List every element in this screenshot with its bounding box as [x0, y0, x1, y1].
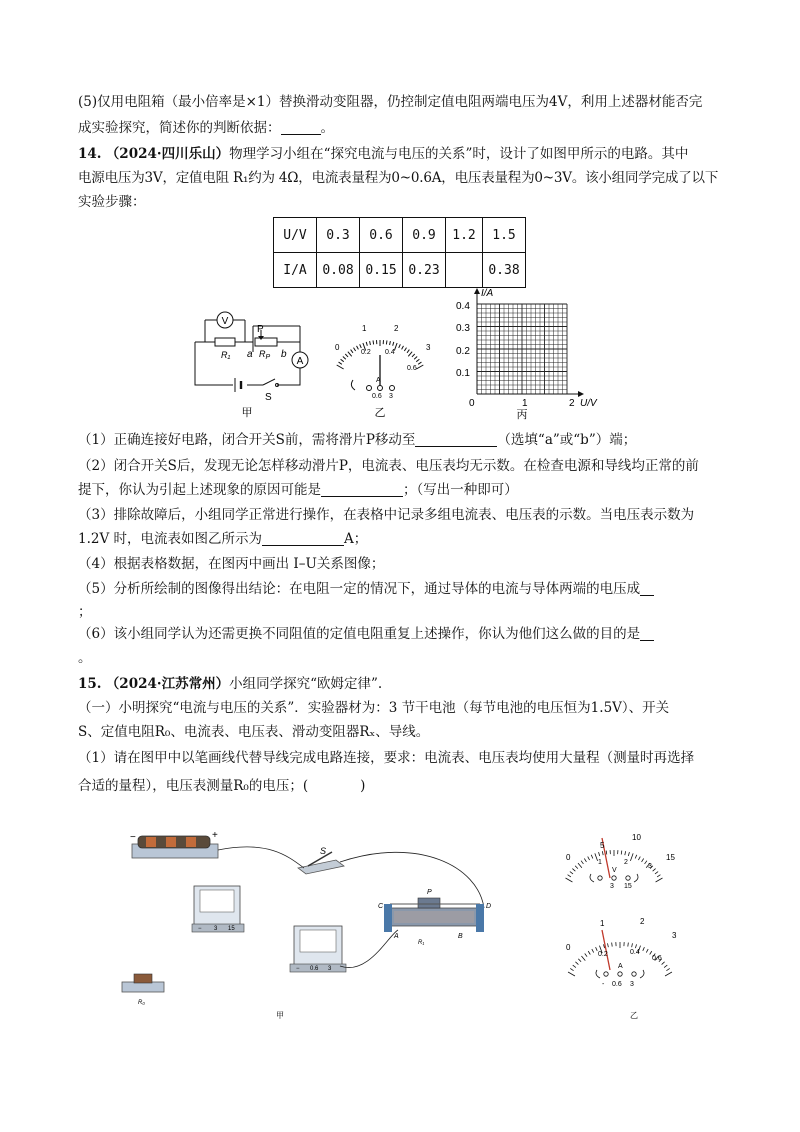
tick-label: 1	[362, 324, 367, 333]
q14-step6-line1	[78, 624, 654, 644]
tick-mark	[341, 359, 344, 361]
terminal-label: 3	[328, 966, 332, 972]
q14-step2-line1: （2）闭合开关S后，发现无论怎样移动滑片P，电流表、电压表均无示数。在检查电源和导线均正常的前	[78, 458, 699, 474]
tick-mark	[584, 859, 586, 862]
tick-mark	[343, 357, 346, 360]
tick-label: 15	[666, 853, 675, 862]
table-cell[interactable]	[446, 253, 483, 288]
tick-mark	[581, 956, 585, 961]
q14-step6-line2: 。	[78, 650, 92, 666]
tick-label: 0.2	[598, 951, 608, 958]
tick-label: 0	[469, 398, 475, 409]
tick-mark	[399, 344, 401, 348]
question-text: 物理学习小组在“探究电流与电压的关系”时，设计了如图甲所示的电路。其中	[229, 146, 689, 162]
question-number: 15.	[78, 676, 102, 692]
text: P	[265, 354, 271, 361]
tick-mark	[402, 346, 404, 350]
terminal-label: 3	[214, 926, 218, 932]
tick-mark	[602, 851, 603, 855]
terminal-d-label: D	[486, 903, 492, 910]
figure-caption: 乙	[374, 407, 386, 419]
tick-mark	[373, 340, 374, 344]
tick-label: 0.4	[456, 301, 470, 312]
tick-mark	[390, 341, 391, 345]
tick-mark	[578, 863, 582, 868]
tick-label: 1	[598, 859, 602, 866]
text: A；	[344, 531, 368, 547]
terminal-label: 0.6	[372, 393, 382, 400]
tick-mark	[568, 875, 571, 877]
tick-mark	[412, 354, 415, 357]
q14-step5-line2: ；	[78, 604, 92, 620]
answer-blank[interactable]	[415, 432, 497, 447]
terminal-label: A	[376, 377, 381, 384]
text: （5）分析所绘制的图像得出结论：在电阻一定的情况下，通过导体的电流与导体两端的电压成	[78, 581, 641, 597]
tick-label: 10	[632, 833, 641, 842]
table-row	[274, 253, 526, 288]
q15-part1-line2: S、定值电阻R₀、电流表、电压表、滑动变阻器Rₓ、导线。	[78, 724, 430, 740]
q14-step3-line2	[78, 529, 367, 549]
tick-mark	[394, 343, 397, 351]
terminal-label: 3	[630, 981, 634, 988]
resistor-r0	[122, 974, 164, 992]
table-cell: 0.9	[403, 218, 446, 253]
tick-mark	[575, 866, 578, 869]
tick-mark	[657, 875, 660, 877]
answer-blank[interactable]	[640, 626, 654, 641]
end-b-label: b	[281, 349, 287, 360]
figure-caption: 甲	[241, 407, 253, 419]
tick-mark	[568, 972, 575, 976]
text: （选填“a”或“b”）端；	[497, 432, 637, 448]
tick-mark	[416, 365, 423, 369]
q14-line2: 电源电压为3V，定值电阻 R₁约为 4Ω，电流表量程为0~0.6A，电压表量程为0~3V。该小组同学完成了以下	[78, 170, 719, 186]
terminal-a-label: A	[394, 933, 399, 940]
q13-step5-line1: (5)仅用电阻箱（最小倍率是×1）替换滑动变阻器，仍控制定值电阻两端电压为4V，利用上述器材能否完	[78, 94, 703, 110]
tick-label: 1	[600, 919, 605, 928]
q14-line3: 实验步骤：	[78, 194, 146, 210]
tick-mark	[608, 943, 609, 947]
meter-label: A	[618, 963, 623, 970]
tick-mark	[664, 965, 667, 967]
tick-mark	[578, 959, 581, 962]
text: ；（写出一种即可）	[403, 482, 518, 498]
tick-label: 2	[569, 398, 575, 409]
q14-step5-line1	[78, 579, 654, 599]
ammeter-dial	[325, 318, 440, 422]
tick-mark	[588, 857, 590, 861]
terminal-label: 3	[389, 393, 393, 400]
figure-caption: 甲	[276, 1011, 284, 1020]
tick-mark	[370, 341, 371, 345]
table-cell: U/V	[274, 218, 317, 253]
q15-step1-line2	[78, 776, 365, 796]
tick-mark	[662, 962, 665, 965]
tick-label: 5	[600, 841, 605, 850]
terminal-label: −	[198, 926, 202, 932]
tick-mark	[418, 362, 421, 364]
tick-label: 2	[624, 859, 628, 866]
question-source: （2024·四川乐山）	[105, 146, 230, 162]
table-cell: 0.6	[360, 218, 403, 253]
terminal-label: 15	[624, 883, 632, 890]
q14-header	[78, 144, 688, 164]
r1-label: R₁	[221, 350, 231, 360]
tick-mark	[351, 350, 353, 353]
voltmeter-label: V	[221, 316, 229, 327]
tick-mark	[416, 359, 419, 361]
q14-step4: （4）根据表格数据，在图丙中画出 I–U关系图像；	[78, 556, 385, 572]
y-axis-label: I/A	[481, 288, 494, 299]
tick-mark	[612, 943, 613, 947]
tick-mark	[646, 949, 648, 953]
tick-label: 3	[672, 931, 677, 940]
text: R	[259, 349, 266, 359]
tick-mark	[585, 953, 587, 956]
terminal-label: -	[602, 981, 605, 988]
tick-label: 2	[640, 917, 645, 926]
tick-label: 2	[394, 324, 399, 333]
tick-mark	[354, 348, 356, 351]
tick-mark	[628, 943, 629, 947]
terminal-label: 0.6	[612, 981, 622, 988]
figure-caption: 乙	[630, 1011, 638, 1020]
switch-label: S	[320, 846, 327, 856]
table-cell: 0.23	[403, 253, 446, 288]
tick-mark	[404, 348, 406, 351]
tick-mark	[650, 951, 652, 954]
rheostat	[384, 898, 484, 932]
table-cell: 0.08	[317, 253, 360, 288]
q15-header	[78, 674, 382, 694]
tick-mark	[366, 342, 367, 346]
tick-label: 0	[566, 853, 571, 862]
tick-mark	[621, 851, 622, 855]
battery-minus-label: −	[130, 832, 136, 843]
tick-mark	[414, 357, 417, 360]
tick-mark	[628, 852, 629, 856]
tick-mark	[625, 851, 626, 855]
question-source: （2024·江苏常州）	[105, 676, 230, 692]
tick-mark	[337, 365, 344, 369]
tick-label: 0.1	[456, 368, 470, 379]
tick-mark	[599, 852, 600, 856]
q14-step2-line2	[78, 480, 518, 500]
tick-mark	[666, 968, 669, 970]
tick-mark	[588, 951, 590, 954]
text: 。	[320, 120, 334, 136]
tick-label: 3	[426, 343, 431, 352]
answer-blank[interactable]	[321, 482, 403, 497]
tick-label: 0.4	[385, 349, 395, 356]
q15-step1-line1: （1）请在图甲中以笔画线代替导线完成电路连接，要求：电流表、电压表均使用大量程（测量时再选择	[78, 750, 695, 766]
end-a-label: a	[247, 349, 253, 360]
tick-mark	[665, 972, 672, 976]
tick-mark	[348, 352, 352, 357]
question-number: 14.	[78, 146, 102, 162]
answer-blank[interactable]	[262, 531, 344, 546]
terminal-c-label: C	[378, 903, 384, 910]
answer-blank[interactable]	[281, 120, 321, 135]
q15-part1-line1: （一）小明探究“电流与电压的关系”．实验器材为：3 节干电池（每节电池的电压恒为1.5V）、开关	[78, 700, 670, 716]
table-cell: 1.5	[483, 218, 526, 253]
apparatus-figure	[118, 826, 518, 1026]
tick-label: 0.3	[456, 323, 470, 334]
r0-label: R₀	[138, 1000, 145, 1006]
tick-label: 3	[648, 863, 652, 870]
tick-mark	[573, 965, 576, 967]
terminal-label: 15	[228, 926, 235, 932]
terminal-label: −	[296, 966, 300, 972]
tick-label: 1	[522, 398, 528, 409]
tick-mark	[357, 346, 359, 350]
text: 1.2V 时，电流表如图乙所示为	[78, 531, 263, 547]
text: 提下，你认为引起上述现象的原因可能是	[78, 482, 321, 498]
text: （1）正确连接好电路，闭合开关S前，需将滑片P移动至	[78, 432, 416, 448]
text: )	[360, 778, 366, 794]
figure-caption: 丙	[516, 409, 528, 421]
tick-label: 0.2	[456, 346, 470, 357]
circuit-diagram	[185, 302, 315, 422]
tick-mark	[635, 855, 637, 859]
battery-plus-label: +	[212, 830, 218, 841]
tick-mark	[606, 851, 607, 855]
tick-mark	[656, 878, 663, 882]
tick-mark	[339, 362, 342, 364]
tick-mark	[566, 878, 573, 882]
slider-p-label: P	[427, 889, 432, 896]
tick-label: 0.6	[407, 365, 417, 372]
tick-label: 0.4	[630, 949, 640, 956]
terminal-label: 0.6	[310, 966, 319, 972]
text: （6）该小组同学认为还需更换不同阻值的定值电阻重复上述操作，你认为他们这么做的目的是	[78, 626, 641, 642]
tick-mark	[632, 943, 633, 947]
battery-pack	[132, 836, 218, 858]
question-text: 小组同学探究“欧姆定律”.	[229, 676, 383, 692]
switch-label: S	[265, 392, 272, 403]
tick-mark	[570, 872, 573, 874]
tick-label: 0.2	[361, 349, 371, 356]
q14-step1	[78, 430, 636, 450]
terminal-b-label: B	[458, 933, 463, 940]
tick-mark	[581, 861, 583, 864]
rp-label	[259, 349, 271, 361]
tick-mark	[642, 859, 644, 862]
tick-mark	[592, 949, 594, 953]
tick-mark	[638, 857, 640, 861]
terminal-label: 3	[610, 883, 614, 890]
tick-mark	[643, 947, 645, 951]
table-row	[274, 218, 526, 253]
tick-mark	[635, 944, 636, 948]
q13-step5-line2	[78, 118, 334, 138]
tick-mark	[408, 352, 412, 357]
tick-mark	[393, 342, 394, 346]
meter-label: V	[612, 867, 617, 874]
tick-label: 0.6	[652, 955, 662, 962]
tick-mark	[575, 962, 578, 965]
text: 成实验探究，简述你的判断依据：	[78, 120, 281, 136]
meter-dials-figure	[548, 826, 698, 1026]
tick-mark	[345, 354, 348, 357]
text: 合适的量程），电压表测量R₀的电压；(	[78, 778, 309, 794]
slider-p-label: P	[257, 324, 264, 335]
rheostat-label: R₁	[418, 940, 425, 946]
table-cell: I/A	[274, 253, 317, 288]
tick-mark	[596, 947, 598, 951]
tick-mark	[386, 340, 387, 344]
tick-mark	[645, 861, 647, 864]
q14-step3-line1: （3）排除故障后，小组同学正常进行操作，在表格中记录多组电流表、电压表的示数。当电压表示数为	[78, 507, 695, 523]
tick-mark	[407, 350, 409, 353]
data-table	[273, 217, 526, 288]
iu-graph	[452, 286, 602, 424]
tick-mark	[630, 853, 633, 861]
table-cell: 0.38	[483, 253, 526, 288]
tick-mark	[653, 869, 656, 872]
tick-label: 0	[335, 343, 340, 352]
answer-blank[interactable]	[640, 581, 654, 596]
table-cell: 1.2	[446, 218, 483, 253]
tick-mark	[655, 872, 658, 874]
tick-label: 0	[566, 943, 571, 952]
tick-mark	[572, 869, 575, 872]
tick-mark	[570, 968, 573, 970]
tick-mark	[360, 344, 362, 348]
table-cell: 0.3	[317, 218, 360, 253]
x-axis-label: U/V	[580, 398, 597, 409]
tick-mark	[591, 855, 593, 859]
ammeter-label: A	[296, 356, 304, 367]
table-cell: 0.15	[360, 253, 403, 288]
